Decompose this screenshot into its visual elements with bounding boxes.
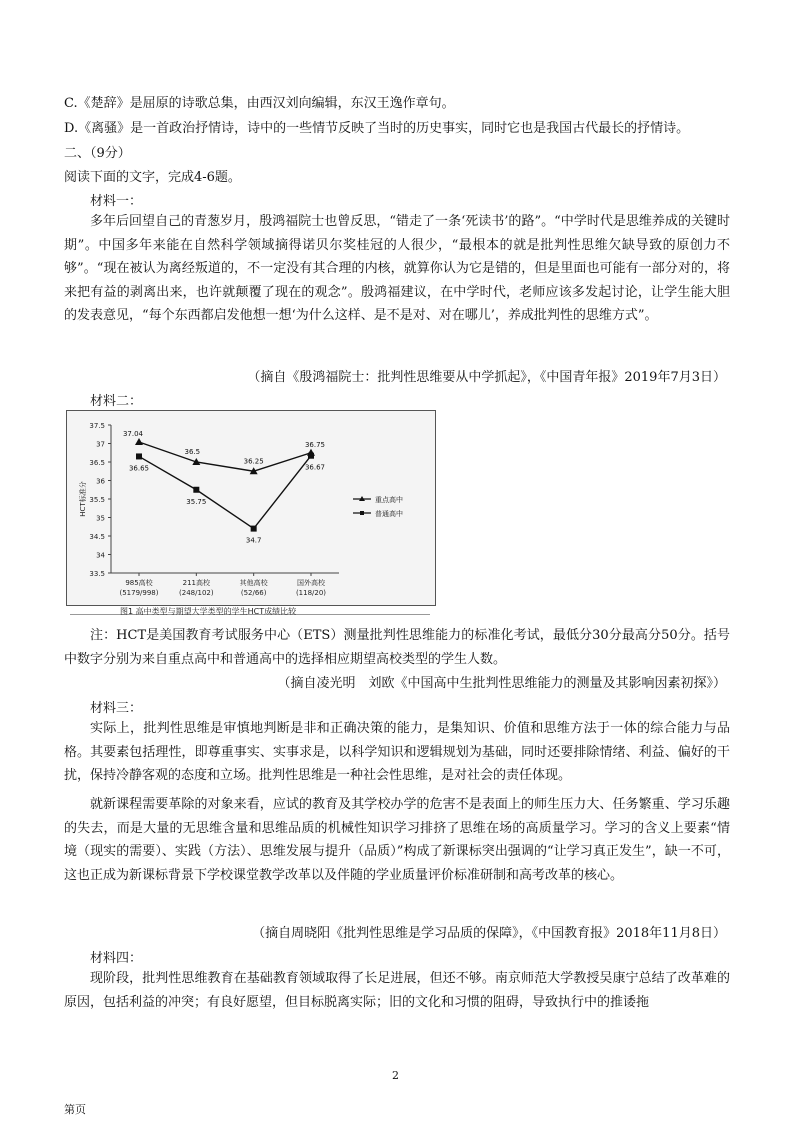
material1-source: （摘自《殷鸿福院士：批判性思维要从中学抓起》，《中国青年报》2019年7月3日） [247,370,726,385]
y-tick-label: 34.5 [89,533,105,541]
section-heading: 二、（9分） [64,146,131,161]
legend-marker-square [360,511,364,515]
y-tick-label: 34 [96,551,105,560]
point-marker-square [136,453,142,459]
chart-svg [67,411,435,605]
material4-label: 材料四： [90,951,143,966]
material3-label: 材料三： [90,701,143,716]
data-label: 36.75 [304,440,326,449]
data-label: 36.5 [184,448,201,456]
x-tick-label: 985高校 [125,579,153,587]
data-label: 36.67 [304,463,326,472]
material3-p1: 实际上，批判性思维是审慎地判断是非和正确决策的能力，是集知识、价值和思维方法于一体的综合能力与品格。其要素包括理性，即尊重事实、实事求是，以科学知识和逻辑规划为基础，同时还要排除情绪、利益、偏好的干扰，保持冷静客观的态度和立场。批判性思维是一种社会性思维，是对社会的责任体现。 [64,721,730,784]
chart-title: 图1 高中类型与期望大学类型的学生HCT成绩比较 [120,607,297,616]
y-tick-label: 36.5 [89,459,105,467]
y-tick-label: 35 [96,514,105,523]
material3-p2: 就新课程需要革除的对象来看，应试的教育及其学校办学的危害不是表面上的师生压力大、任务繁重、学习乐趣的失去，而是大量的无思维含量和思维品质的机械性知识学习排挤了思维在场的高质量学习。学习的含义上要素“情境（现实的需要）、实践（方法）、思维发展与提升（品质）”构成了新课标突出强调的“让学习真正发生”，缺一不可，这也正成为新课标背景下学校课堂教学改革以及伴随的学业质量评价标准研制和高考改革的核心。 [64,797,730,883]
x-tick-count: (52/66) [240,589,267,597]
legend-label: 重点高中 [375,496,403,504]
material2-note: 注：HCT是美国教育考试服务中心（ETS）测量批判性思维能力的标准化考试，最低分30分最高分50分。括号中数字分别为来自重点高中和普通高中的选择相应期望高校类型的学生人数。 [64,628,730,667]
material2-label: 材料二： [90,394,143,409]
material1-label: 材料一： [90,194,143,209]
point-marker-square [308,453,314,459]
x-tick-count: (248/102) [179,589,214,597]
y-tick-label: 37.5 [89,422,105,430]
material1-text: 多年后回望自己的青葱岁月，殷鸿福院士也曾反思，“错走了一条‘死读书’的路”。“中学时代是思维养成的关键时期”。中国多年来能在自然科学领域摘得诺贝尔奖桂冠的人很少，“最根本的就是批判性思维欠缺导致的原创力不够”。“现在被认为离经叛道的，不一定没有其合理的内核，就算你认为它是错的，但是里面也可能有一部分对的，将来把有益的剥离出来，也许就颠覆了现在的观念”。殷鸿福建议，在中学时代，老师应该多发起讨论，让学生能大胆的发表意见，“每个东西都启发他想一想‘为什么这样、是不是对、对在哪儿’，养成批判性的思维方式”。 [64,214,730,324]
material3-source: （摘自周晓阳《批判性思维是学习品质的保障》，《中国教育报》2018年11月8日） [252,926,726,941]
x-tick-label: 211高校 [182,579,211,587]
data-label: 34.7 [245,536,262,545]
y-axis-label: HCT标准分 [79,481,87,517]
series-line-key-school [139,442,311,471]
x-tick-count: (5179/998) [119,589,159,597]
data-label: 36.65 [128,464,150,473]
option-d: D.《离骚》是一首政治抒情诗，诗中的一些情节反映了当时的历史事实，同时它也是我国古代最长的抒情诗。 [64,121,690,136]
data-label: 36.25 [243,457,264,466]
page-number: 2 [392,1069,399,1082]
point-marker-triangle [135,438,143,445]
option-c: C.《楚辞》是屈原的诗歌总集，由西汉刘向编辑，东汉王逸作章句。 [64,96,455,111]
data-label: 35.75 [186,497,207,506]
data-label: 37.04 [122,430,144,439]
legend-label: 普通高中 [375,510,403,518]
x-tick-count: (118/20) [295,589,327,597]
point-marker-square [193,487,199,493]
point-marker-square [251,526,257,532]
y-tick-label: 35.5 [89,496,105,504]
page-label: 第页 [64,1103,86,1116]
x-tick-label: 国外高校 [297,579,325,587]
material4-text: 现阶段，批判性思维教育在基础教育领域取得了长足进展，但还不够。南京师范大学教授吴康宁总结了改革难的原因，包括利益的冲突；有良好愿望，但目标脱离实际；旧的文化和习惯的阻碍，导致执行中的推诿拖 [64,971,730,1010]
y-tick-label: 37 [96,440,105,449]
y-tick-label: 36 [96,477,105,486]
material2-source: （摘自凌光明 刘欧《中国高中生批判性思维能力的测量及其影响因素初探》） [277,676,726,691]
hct-line-chart [66,410,436,606]
x-tick-label: 其他高校 [239,579,268,587]
y-tick-label: 33.5 [89,570,105,578]
section-instruction: 阅读下面的文字，完成4-6题。 [64,170,241,185]
